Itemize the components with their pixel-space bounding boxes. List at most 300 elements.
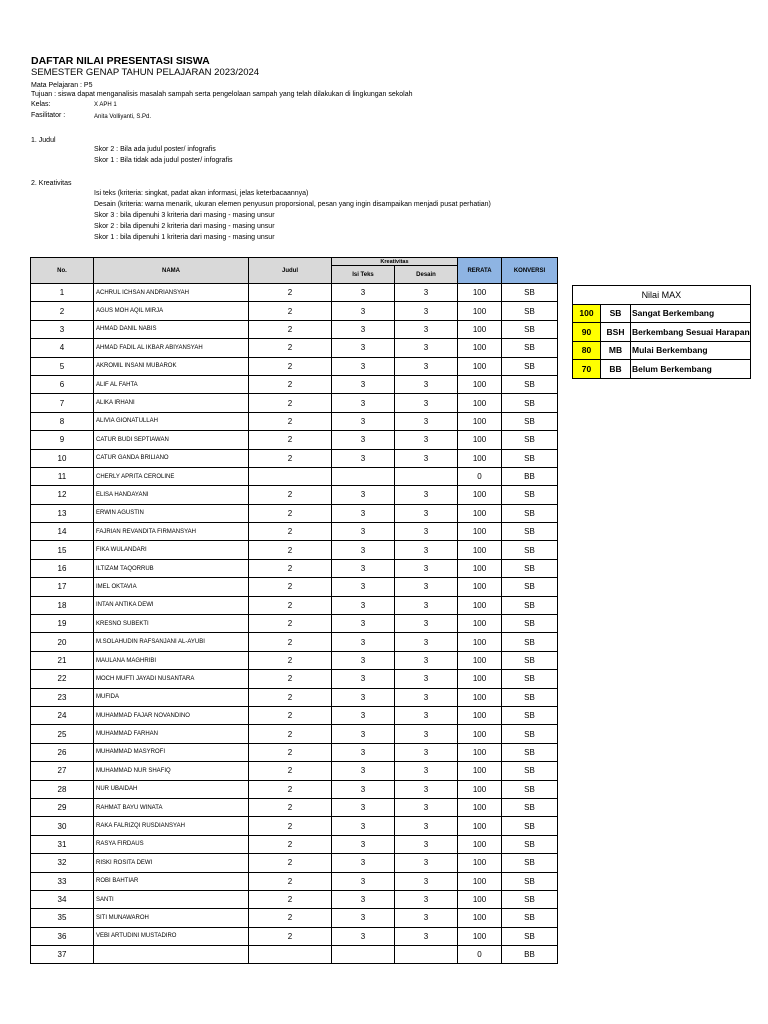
row-no: 29 — [31, 798, 94, 816]
row-no: 8 — [31, 412, 94, 430]
header-nama: NAMA — [94, 258, 249, 284]
row-desain-score: 3 — [395, 798, 458, 816]
row-desain-score: 3 — [395, 578, 458, 596]
document-subtitle: SEMESTER GENAP TAHUN PELAJARAN 2023/2024 — [31, 67, 260, 78]
table-row — [31, 412, 558, 430]
row-no: 15 — [31, 541, 94, 559]
legend-row — [573, 341, 751, 360]
row-isi-teks-score: 3 — [332, 927, 395, 945]
criteria-judul-item: Skor 1 : Bila tidak ada judul poster/ infografis — [94, 157, 233, 164]
row-no: 34 — [31, 890, 94, 908]
row-isi-teks-score: 3 — [332, 431, 395, 449]
row-konversi: SB — [502, 284, 558, 302]
row-desain-score: 3 — [395, 486, 458, 504]
row-judul-score: 2 — [249, 339, 332, 357]
row-desain-score: 3 — [395, 835, 458, 853]
row-isi-teks-score: 3 — [332, 706, 395, 724]
criteria-kreativitas-item: Isi teks (kriteria: singkat, padat akan informasi, jelas keterbacaannya) — [94, 190, 309, 197]
criteria-kreativitas-item: Skor 2 : bila dipenuhi 2 kriteria dari masing - masing unsur — [94, 223, 275, 230]
row-judul-score: 2 — [249, 615, 332, 633]
row-rerata: 100 — [458, 375, 502, 393]
row-konversi: SB — [502, 375, 558, 393]
row-isi-teks-score: 3 — [332, 559, 395, 577]
row-no: 17 — [31, 578, 94, 596]
row-no: 37 — [31, 946, 94, 964]
row-konversi: BB — [502, 467, 558, 485]
table-row — [31, 872, 558, 890]
table-row — [31, 670, 558, 688]
row-name: MOCH MUFTI JAYADI NUSANTARA — [94, 670, 249, 688]
row-judul-score: 2 — [249, 706, 332, 724]
row-konversi: SB — [502, 302, 558, 320]
table-row — [31, 706, 558, 724]
row-no: 13 — [31, 504, 94, 522]
row-desain-score: 3 — [395, 449, 458, 467]
row-konversi: SB — [502, 633, 558, 651]
row-desain-score: 3 — [395, 504, 458, 522]
row-konversi: SB — [502, 523, 558, 541]
legend-description: Mulai Berkembang — [631, 341, 751, 360]
row-rerata: 100 — [458, 504, 502, 522]
row-judul-score: 2 — [249, 596, 332, 614]
table-row — [31, 541, 558, 559]
row-desain-score: 3 — [395, 559, 458, 577]
row-desain-score: 3 — [395, 854, 458, 872]
row-rerata: 100 — [458, 449, 502, 467]
table-row — [31, 559, 558, 577]
row-name: AKROMIL INSANI MUBAROK — [94, 357, 249, 375]
row-desain-score: 3 — [395, 284, 458, 302]
legend-row — [573, 360, 751, 379]
table-row — [31, 596, 558, 614]
row-konversi: SB — [502, 449, 558, 467]
row-isi-teks-score: 3 — [332, 302, 395, 320]
row-isi-teks-score: 3 — [332, 578, 395, 596]
row-desain-score: 3 — [395, 706, 458, 724]
legend-abbr: SB — [601, 304, 631, 323]
row-no: 20 — [31, 633, 94, 651]
row-isi-teks-score: 3 — [332, 357, 395, 375]
row-rerata: 100 — [458, 523, 502, 541]
row-judul-score: 2 — [249, 762, 332, 780]
row-name: RISKI ROSITA DEWI — [94, 854, 249, 872]
row-desain-score: 3 — [395, 357, 458, 375]
row-name: FIKA WULANDARI — [94, 541, 249, 559]
legend-score: 80 — [573, 341, 601, 360]
row-name: MUHAMMAD MASYROFI — [94, 743, 249, 761]
row-rerata: 100 — [458, 559, 502, 577]
legend-abbr: MB — [601, 341, 631, 360]
row-isi-teks-score: 3 — [332, 523, 395, 541]
row-judul-score: 2 — [249, 449, 332, 467]
row-isi-teks-score: 3 — [332, 394, 395, 412]
table-row — [31, 394, 558, 412]
table-row — [31, 780, 558, 798]
row-rerata: 100 — [458, 578, 502, 596]
row-no: 18 — [31, 596, 94, 614]
row-konversi: SB — [502, 357, 558, 375]
row-desain-score: 3 — [395, 762, 458, 780]
row-rerata: 100 — [458, 670, 502, 688]
row-no: 28 — [31, 780, 94, 798]
row-konversi: SB — [502, 339, 558, 357]
row-name: M.SOLAHUDIN RAFSANJANI AL-AYUBI — [94, 633, 249, 651]
row-rerata: 100 — [458, 633, 502, 651]
row-isi-teks-score: 3 — [332, 412, 395, 430]
row-name: MUHAMMAD FAJAR NOVANDINO — [94, 706, 249, 724]
row-no: 36 — [31, 927, 94, 945]
row-judul-score: 2 — [249, 909, 332, 927]
row-konversi: SB — [502, 909, 558, 927]
table-row — [31, 615, 558, 633]
row-judul-score: 2 — [249, 284, 332, 302]
legend-score: 90 — [573, 323, 601, 342]
row-desain-score: 3 — [395, 780, 458, 798]
table-row — [31, 486, 558, 504]
row-isi-teks-score: 3 — [332, 284, 395, 302]
row-no: 6 — [31, 375, 94, 393]
row-rerata: 100 — [458, 431, 502, 449]
row-judul-score: 2 — [249, 927, 332, 945]
row-desain-score — [395, 467, 458, 485]
table-row — [31, 890, 558, 908]
header-kreativitas: Kreativitas — [332, 258, 458, 266]
row-no: 21 — [31, 651, 94, 669]
header-desain: Desain — [395, 266, 458, 284]
row-judul-score: 2 — [249, 486, 332, 504]
row-konversi: SB — [502, 559, 558, 577]
table-row — [31, 431, 558, 449]
row-name: MUHAMMAD NUR SHAFIQ — [94, 762, 249, 780]
row-rerata: 100 — [458, 725, 502, 743]
row-name: CHERLY APRITA CEROLINE — [94, 467, 249, 485]
legend-description: Berkembang Sesuai Harapan — [631, 323, 751, 342]
row-judul-score: 2 — [249, 394, 332, 412]
row-rerata: 100 — [458, 927, 502, 945]
row-judul-score: 2 — [249, 780, 332, 798]
row-isi-teks-score: 3 — [332, 596, 395, 614]
row-no: 22 — [31, 670, 94, 688]
row-judul-score: 2 — [249, 431, 332, 449]
row-name: RAHMAT BAYU WINATA — [94, 798, 249, 816]
row-isi-teks-score: 3 — [332, 817, 395, 835]
criteria-judul-title: 1. Judul — [31, 137, 56, 144]
row-name: CATUR GANDA BRILIANO — [94, 449, 249, 467]
row-judul-score: 2 — [249, 651, 332, 669]
row-name: ELISA HANDAYANI — [94, 486, 249, 504]
row-isi-teks-score: 3 — [332, 835, 395, 853]
row-no: 23 — [31, 688, 94, 706]
row-desain-score: 3 — [395, 431, 458, 449]
table-row — [31, 467, 558, 485]
row-no: 35 — [31, 909, 94, 927]
row-desain-score: 3 — [395, 909, 458, 927]
subject-label: Mata Pelajaran : P5 — [31, 82, 93, 89]
row-rerata: 100 — [458, 302, 502, 320]
row-name: MUFIDA — [94, 688, 249, 706]
row-name: ALIVIA GIONATULLAH — [94, 412, 249, 430]
row-name: FAJRIAN REVANDITA FIRMANSYAH — [94, 523, 249, 541]
row-isi-teks-score: 3 — [332, 798, 395, 816]
row-desain-score: 3 — [395, 890, 458, 908]
row-rerata: 100 — [458, 872, 502, 890]
row-rerata: 100 — [458, 615, 502, 633]
row-rerata: 100 — [458, 357, 502, 375]
table-row — [31, 688, 558, 706]
row-desain-score: 3 — [395, 725, 458, 743]
row-no: 4 — [31, 339, 94, 357]
row-konversi: SB — [502, 615, 558, 633]
document-title: DAFTAR NILAI PRESENTASI SISWA — [31, 55, 210, 67]
row-konversi: SB — [502, 651, 558, 669]
row-isi-teks-score: 3 — [332, 854, 395, 872]
row-rerata: 100 — [458, 798, 502, 816]
row-judul-score: 2 — [249, 688, 332, 706]
row-konversi: SB — [502, 670, 558, 688]
row-name: MUHAMMAD FARHAN — [94, 725, 249, 743]
row-judul-score: 2 — [249, 743, 332, 761]
row-judul-score: 2 — [249, 890, 332, 908]
row-isi-teks-score: 3 — [332, 449, 395, 467]
row-no: 16 — [31, 559, 94, 577]
row-desain-score: 3 — [395, 743, 458, 761]
row-desain-score: 3 — [395, 523, 458, 541]
row-desain-score: 3 — [395, 394, 458, 412]
class-label: Kelas: — [31, 101, 51, 108]
grade-table — [30, 257, 558, 964]
row-rerata: 0 — [458, 467, 502, 485]
row-konversi: SB — [502, 780, 558, 798]
row-name: ROBI BAHTIAR — [94, 872, 249, 890]
row-judul-score — [249, 946, 332, 964]
row-judul-score: 2 — [249, 357, 332, 375]
legend-score: 70 — [573, 360, 601, 379]
row-judul-score: 2 — [249, 559, 332, 577]
table-row — [31, 725, 558, 743]
row-konversi: SB — [502, 706, 558, 724]
row-no: 24 — [31, 706, 94, 724]
row-rerata: 100 — [458, 780, 502, 798]
row-no: 30 — [31, 817, 94, 835]
class-value: X APH 1 — [94, 102, 117, 108]
row-no: 2 — [31, 302, 94, 320]
criteria-kreativitas-item: Desain (kriteria: warna menarik, ukuran elemen penyusun proporsional, pesan yang ingin disampaikan menjadi pusat perhatian) — [94, 201, 491, 208]
row-konversi: SB — [502, 431, 558, 449]
objective-text: Tujuan : siswa dapat menganalisis masalah sampah serta pengelolaan sampah yang telah dilakukan di lingkungan sekolah — [31, 91, 413, 98]
row-konversi: SB — [502, 578, 558, 596]
row-judul-score: 2 — [249, 375, 332, 393]
row-desain-score: 3 — [395, 872, 458, 890]
row-no: 31 — [31, 835, 94, 853]
table-row — [31, 909, 558, 927]
row-rerata: 100 — [458, 909, 502, 927]
row-no: 5 — [31, 357, 94, 375]
row-name: AHMAD DANIL NABIS — [94, 320, 249, 338]
row-isi-teks-score: 3 — [332, 615, 395, 633]
row-rerata: 100 — [458, 890, 502, 908]
row-name: KRESNO SUBEKTI — [94, 615, 249, 633]
row-judul-score: 2 — [249, 302, 332, 320]
row-rerata: 100 — [458, 541, 502, 559]
row-desain-score: 3 — [395, 320, 458, 338]
row-konversi: SB — [502, 798, 558, 816]
row-konversi: SB — [502, 394, 558, 412]
row-name: RASYA FIRDAUS — [94, 835, 249, 853]
legend-score: 100 — [573, 304, 601, 323]
row-name: ERWIN AGUSTIN — [94, 504, 249, 522]
header-konversi: KONVERSI — [502, 258, 558, 284]
row-konversi: SB — [502, 927, 558, 945]
legend-abbr: BSH — [601, 323, 631, 342]
row-konversi: SB — [502, 725, 558, 743]
row-judul-score: 2 — [249, 872, 332, 890]
row-name: ALIF AL FAHTA — [94, 375, 249, 393]
row-rerata: 100 — [458, 412, 502, 430]
row-isi-teks-score — [332, 946, 395, 964]
row-konversi: SB — [502, 688, 558, 706]
table-row — [31, 743, 558, 761]
row-isi-teks-score: 3 — [332, 375, 395, 393]
table-row — [31, 817, 558, 835]
row-isi-teks-score: 3 — [332, 688, 395, 706]
table-row — [31, 578, 558, 596]
row-isi-teks-score: 3 — [332, 725, 395, 743]
row-isi-teks-score: 3 — [332, 633, 395, 651]
row-name: CATUR BUDI SEPTIAWAN — [94, 431, 249, 449]
row-rerata: 100 — [458, 762, 502, 780]
row-no: 11 — [31, 467, 94, 485]
table-row — [31, 927, 558, 945]
row-judul-score: 2 — [249, 504, 332, 522]
row-isi-teks-score: 3 — [332, 890, 395, 908]
row-no: 10 — [31, 449, 94, 467]
row-rerata: 100 — [458, 394, 502, 412]
table-row — [31, 946, 558, 964]
row-no: 27 — [31, 762, 94, 780]
row-konversi: SB — [502, 504, 558, 522]
row-judul-score: 2 — [249, 835, 332, 853]
table-row — [31, 854, 558, 872]
row-name: INTAN ANTIKA DEWI — [94, 596, 249, 614]
row-desain-score: 3 — [395, 670, 458, 688]
row-konversi: SB — [502, 596, 558, 614]
row-konversi: SB — [502, 817, 558, 835]
row-rerata: 100 — [458, 651, 502, 669]
legend-title: Nilai MAX — [573, 286, 751, 305]
row-judul-score: 2 — [249, 817, 332, 835]
row-judul-score: 2 — [249, 854, 332, 872]
row-name: ACHRUL ICHSAN ANDRIANSYAH — [94, 284, 249, 302]
row-judul-score: 2 — [249, 541, 332, 559]
row-name: ILTIZAM TAQORRUB — [94, 559, 249, 577]
row-judul-score — [249, 467, 332, 485]
row-judul-score: 2 — [249, 798, 332, 816]
row-desain-score: 3 — [395, 375, 458, 393]
row-isi-teks-score: 3 — [332, 762, 395, 780]
table-row — [31, 357, 558, 375]
row-isi-teks-score — [332, 467, 395, 485]
row-rerata: 100 — [458, 596, 502, 614]
legend-abbr: BB — [601, 360, 631, 379]
table-row — [31, 633, 558, 651]
legend-row — [573, 323, 751, 342]
row-name: ALIKA IRHANI — [94, 394, 249, 412]
row-konversi: SB — [502, 854, 558, 872]
row-name — [94, 946, 249, 964]
table-row — [31, 302, 558, 320]
row-konversi: BB — [502, 946, 558, 964]
row-rerata: 0 — [458, 946, 502, 964]
row-desain-score: 3 — [395, 633, 458, 651]
legend-description: Belum Berkembang — [631, 360, 751, 379]
facilitator-value: Anita Volliyanti, S.Pd. — [94, 114, 152, 120]
row-desain-score: 3 — [395, 927, 458, 945]
row-judul-score: 2 — [249, 670, 332, 688]
row-name: NUR UBAIDAH — [94, 780, 249, 798]
row-judul-score: 2 — [249, 320, 332, 338]
row-judul-score: 2 — [249, 578, 332, 596]
criteria-kreativitas-title: 2. Kreativitas — [31, 180, 72, 187]
table-row — [31, 798, 558, 816]
row-no: 26 — [31, 743, 94, 761]
row-konversi: SB — [502, 835, 558, 853]
row-konversi: SB — [502, 762, 558, 780]
header-rerata: RERATA — [458, 258, 502, 284]
row-judul-score: 2 — [249, 412, 332, 430]
row-desain-score: 3 — [395, 412, 458, 430]
row-isi-teks-score: 3 — [332, 339, 395, 357]
row-konversi: SB — [502, 320, 558, 338]
header-isi-teks: Isi Teks — [332, 266, 395, 284]
legend-description: Sangat Berkembang — [631, 304, 751, 323]
criteria-kreativitas-item: Skor 3 : bila dipenuhi 3 kriteria dari masing - masing unsur — [94, 212, 275, 219]
row-desain-score: 3 — [395, 339, 458, 357]
row-isi-teks-score: 3 — [332, 541, 395, 559]
row-desain-score: 3 — [395, 615, 458, 633]
row-rerata: 100 — [458, 854, 502, 872]
row-desain-score: 3 — [395, 817, 458, 835]
row-isi-teks-score: 3 — [332, 909, 395, 927]
row-isi-teks-score: 3 — [332, 504, 395, 522]
row-name: MAULANA MAGHRIBI — [94, 651, 249, 669]
row-judul-score: 2 — [249, 633, 332, 651]
row-no: 19 — [31, 615, 94, 633]
criteria-kreativitas-item: Skor 1 : bila dipenuhi 1 kriteria dari masing - masing unsur — [94, 234, 275, 241]
row-isi-teks-score: 3 — [332, 486, 395, 504]
row-name: RAKA FALRIZQI RUSDIANSYAH — [94, 817, 249, 835]
legend-row — [573, 304, 751, 323]
facilitator-label: Fasilitator : — [31, 112, 66, 119]
row-desain-score — [395, 946, 458, 964]
row-desain-score: 3 — [395, 302, 458, 320]
row-isi-teks-score: 3 — [332, 780, 395, 798]
row-isi-teks-score: 3 — [332, 670, 395, 688]
row-no: 1 — [31, 284, 94, 302]
row-rerata: 100 — [458, 339, 502, 357]
row-rerata: 100 — [458, 817, 502, 835]
criteria-judul-item: Skor 2 : Bila ada judul poster/ infografis — [94, 146, 216, 153]
row-judul-score: 2 — [249, 523, 332, 541]
row-konversi: SB — [502, 743, 558, 761]
header-judul: Judul — [249, 258, 332, 284]
row-no: 33 — [31, 872, 94, 890]
row-name: AGUS MOH AQIL MIRJA — [94, 302, 249, 320]
row-konversi: SB — [502, 412, 558, 430]
row-rerata: 100 — [458, 284, 502, 302]
row-rerata: 100 — [458, 320, 502, 338]
row-desain-score: 3 — [395, 541, 458, 559]
header-no: No. — [31, 258, 94, 284]
